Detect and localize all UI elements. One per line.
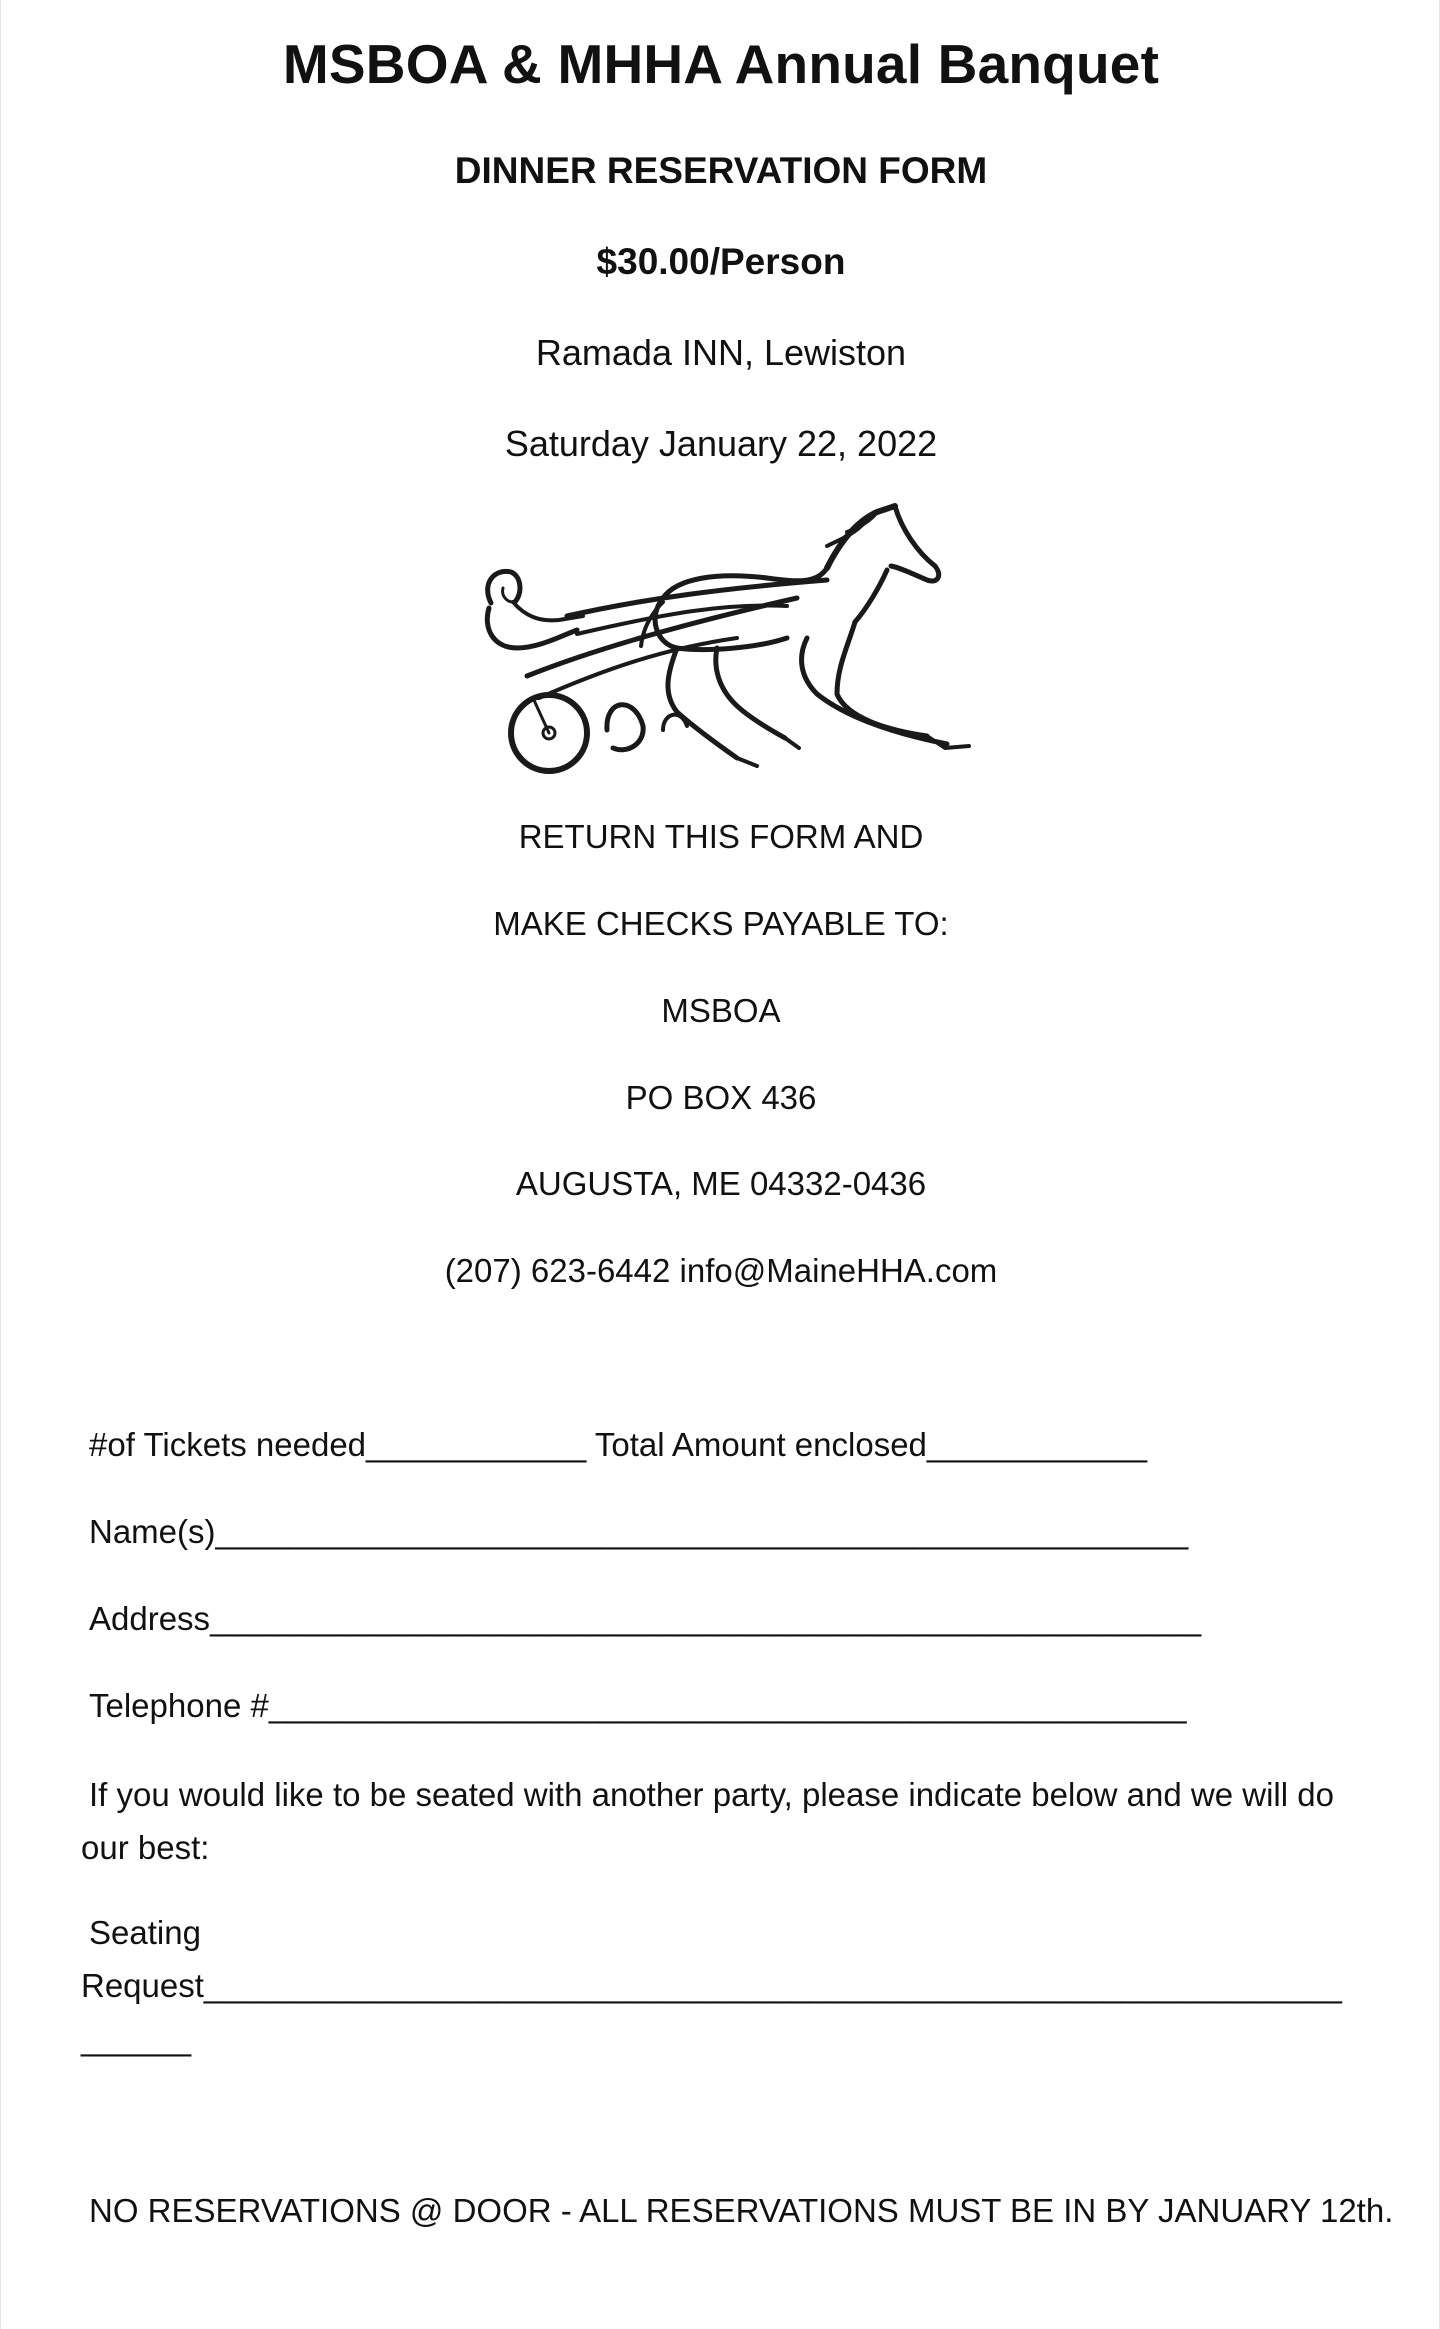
request-label: Request	[81, 1967, 204, 2004]
address-row	[89, 1600, 1201, 1638]
tickets-label: #of Tickets needed	[89, 1426, 367, 1463]
address-label: Address	[89, 1600, 211, 1637]
payee-name: MSBOA	[661, 992, 781, 1029]
page-title: MSBOA & MHHA Annual Banquet	[282, 33, 1160, 95]
city-state-zip: AUGUSTA, ME 04332-0436	[515, 1165, 927, 1202]
names-row	[89, 1513, 1188, 1551]
seating-request-block	[81, 1906, 1381, 2065]
telephone-row	[89, 1687, 1186, 1725]
seating-request-blank-continued[interactable]: ______	[81, 2020, 192, 2057]
harness-racing-horse-sulky-icon	[467, 498, 973, 788]
contact-info: (207) 623-6442 info@MaineHHA.com	[444, 1252, 998, 1289]
tickets-blank[interactable]: ____________	[366, 1426, 587, 1463]
event-date: Saturday January 22, 2022	[504, 423, 938, 464]
names-label: Name(s)	[89, 1513, 216, 1550]
amount-blank[interactable]: ____________	[926, 1426, 1148, 1463]
price-per-person: $30.00/Person	[596, 241, 846, 282]
telephone-blank[interactable]: __________________________________________________	[268, 1687, 1187, 1724]
return-instructions: RETURN THIS FORM AND	[518, 818, 924, 855]
venue: Ramada INN, Lewiston	[535, 332, 907, 373]
form-subtitle: DINNER RESERVATION FORM	[454, 150, 988, 191]
amount-label: Total Amount enclosed	[586, 1426, 927, 1463]
seating-label: Seating	[89, 1914, 201, 1951]
po-box: PO BOX 436	[625, 1079, 817, 1116]
telephone-label: Telephone #	[89, 1687, 269, 1724]
address-blank[interactable]: ______________________________________________________	[210, 1600, 1202, 1637]
names-blank[interactable]: _____________________________________________________	[215, 1513, 1189, 1550]
seating-note: If you would like to be seated with another party, please indicate below and we will do our best:	[81, 1776, 1334, 1866]
payable-instructions: MAKE CHECKS PAYABLE TO:	[493, 905, 949, 942]
tickets-amount-row	[89, 1426, 1147, 1464]
seating-request-blank[interactable]: ______________________________________________________________	[203, 1967, 1342, 2004]
reservation-deadline-notice: NO RESERVATIONS @ DOOR - ALL RESERVATIONS MUST BE IN BY JANUARY 12th.	[89, 2192, 1394, 2229]
